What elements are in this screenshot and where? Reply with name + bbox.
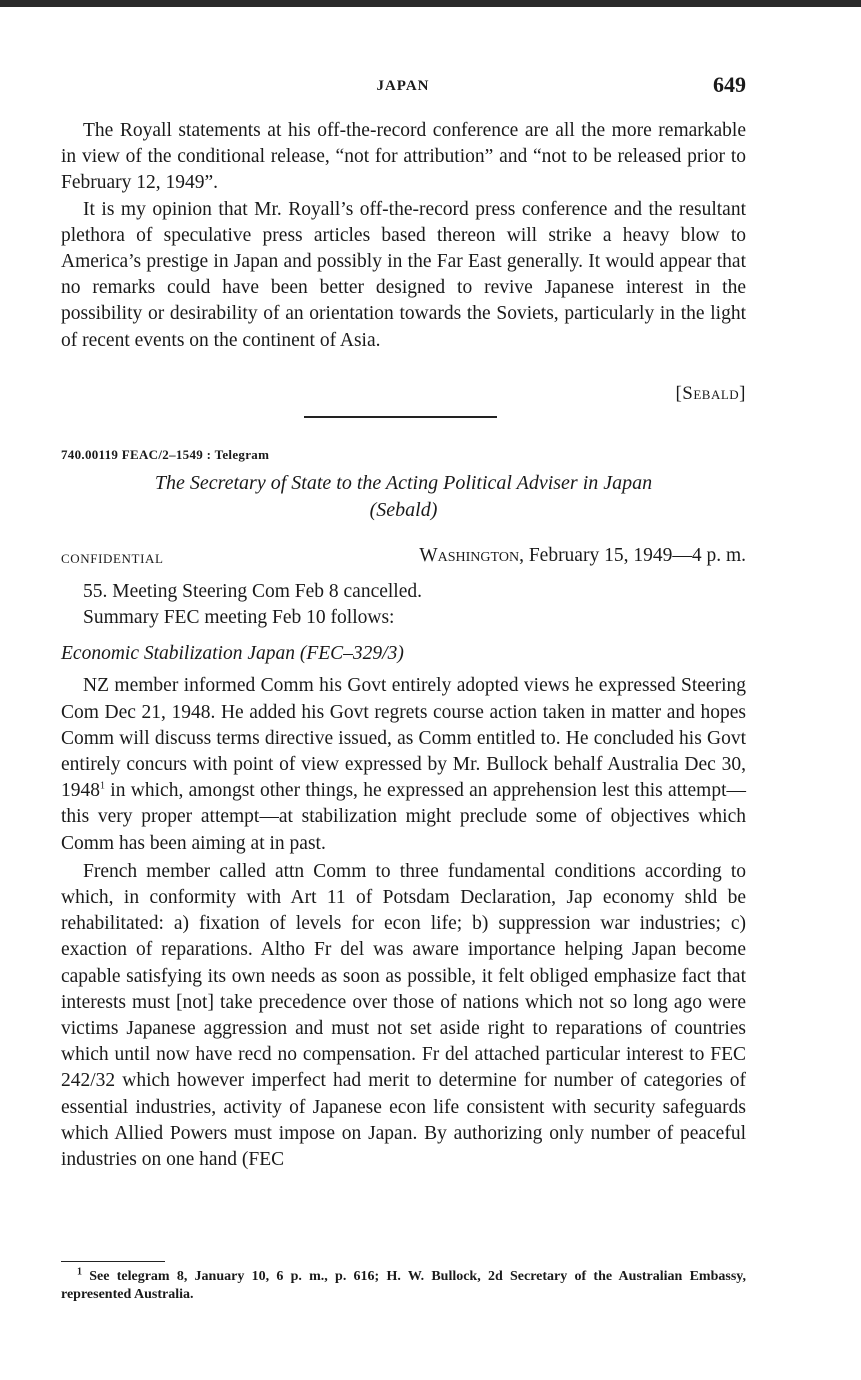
document-title-recipient: (Sebald) bbox=[369, 499, 438, 521]
signature: [Sebald] bbox=[675, 383, 746, 404]
previous-document-text bbox=[61, 118, 746, 354]
telegram-header bbox=[61, 545, 746, 571]
page-number: 649 bbox=[713, 72, 746, 97]
dateline-date: , February 15, 1949—4 p. m. bbox=[519, 545, 746, 566]
signature-name: Sebald bbox=[682, 383, 740, 404]
document-title-line: The Secretary of State to the Acting Political Adviser in Japan bbox=[154, 472, 653, 494]
nz-text-before-note: NZ member informed Comm his Govt entirely adopted views he expressed Steering Com Dec 21, 1948. He added his Govt regrets course action taken in matter and hopes Comm will discuss terms directive issued, as Comm entitled to. He concluded his Govt entirely concurs with point of view expressed by Mr. Bullock behalf Australia Dec 30, 1948 bbox=[61, 675, 746, 802]
opening-line-summary: Summary FEC meeting Feb 10 follows: bbox=[83, 607, 395, 629]
dateline-place: Washington bbox=[419, 545, 520, 566]
opening-line-meeting: 55. Meeting Steering Com Feb 8 cancelled. bbox=[83, 581, 423, 602]
section-divider bbox=[304, 416, 497, 418]
nz-text-after-note: in which, amongst other things, he expressed an apprehension lest this attempt—this very proper attempt—at stabilization might preclude some of objectives which Comm has been aiming at in past. bbox=[61, 780, 746, 854]
footnote-marker: 1 bbox=[77, 1266, 82, 1278]
subheading: Economic Stabilization Japan (FEC–329/3) bbox=[61, 643, 404, 665]
paragraph-nz-member bbox=[61, 673, 746, 856]
paragraph-french-member: French member called attn Comm to three fundamental conditions according to which, in conformity with Art 11 of Potsdam Declaration, Jap economy shld be rehabilitated: a) fixation of levels for econ life; b) suppression war industries; c) exaction of reparations. Altho Fr del was aware importance helping Japan become capable satisfying its own needs as soon as possible, it felt obliged emphasize fact that interests must [not] take precedence over those of nations which not so long ago were victims Japanese aggression and must not set aside right to reparations of countries which until now have recd no compensation. Fr del attached particular interest to FEC 242/32 which however imperfect had merit to determine for number of categories of essential industries, activity of Japanese econ life consistent with security safeguards which Allied Powers must impose on Japan. By authorizing only number of peaceful industries on one hand (FEC bbox=[61, 860, 746, 1171]
footnote-rule bbox=[61, 1261, 165, 1262]
paragraph-opinion: It is my opinion that Mr. Royall’s off-the-record press conference and the resultant plethora of speculative press articles based thereon will strike a heavy blow to America’s prestige in Japan and possibly in the Far East generally. It would appear that no remarks could have been better designed to revive Japanese interest in the possibility or desirability of an orientation towards the Soviets, particularly in the light of recent events on the continent of Asia. bbox=[61, 198, 746, 351]
document-title bbox=[61, 470, 746, 524]
footnote bbox=[61, 1268, 746, 1304]
page-top-edge bbox=[0, 0, 861, 7]
telegram-body bbox=[61, 579, 746, 1173]
paragraph-royall-statements: The Royall statements at his off-the-record conference are all the more remarkable in view of the conditional release, “not for attribution” and “not to be released prior to February 12, 1949”. bbox=[61, 120, 746, 194]
running-title: JAPAN bbox=[376, 78, 430, 94]
file-reference: 740.00119 FEAC/2–1549 : Telegram bbox=[61, 447, 270, 462]
footnote-ref: 1 bbox=[100, 780, 105, 792]
footnote-text: See telegram 8, January 10, 6 p. m., p. 616; H. W. Bullock, 2d Secretary of the Australian Embassy, represented Australia. bbox=[61, 1269, 746, 1302]
dateline bbox=[419, 545, 746, 567]
running-head bbox=[60, 72, 746, 102]
classification-label: CONFIDENTIAL bbox=[61, 551, 164, 566]
